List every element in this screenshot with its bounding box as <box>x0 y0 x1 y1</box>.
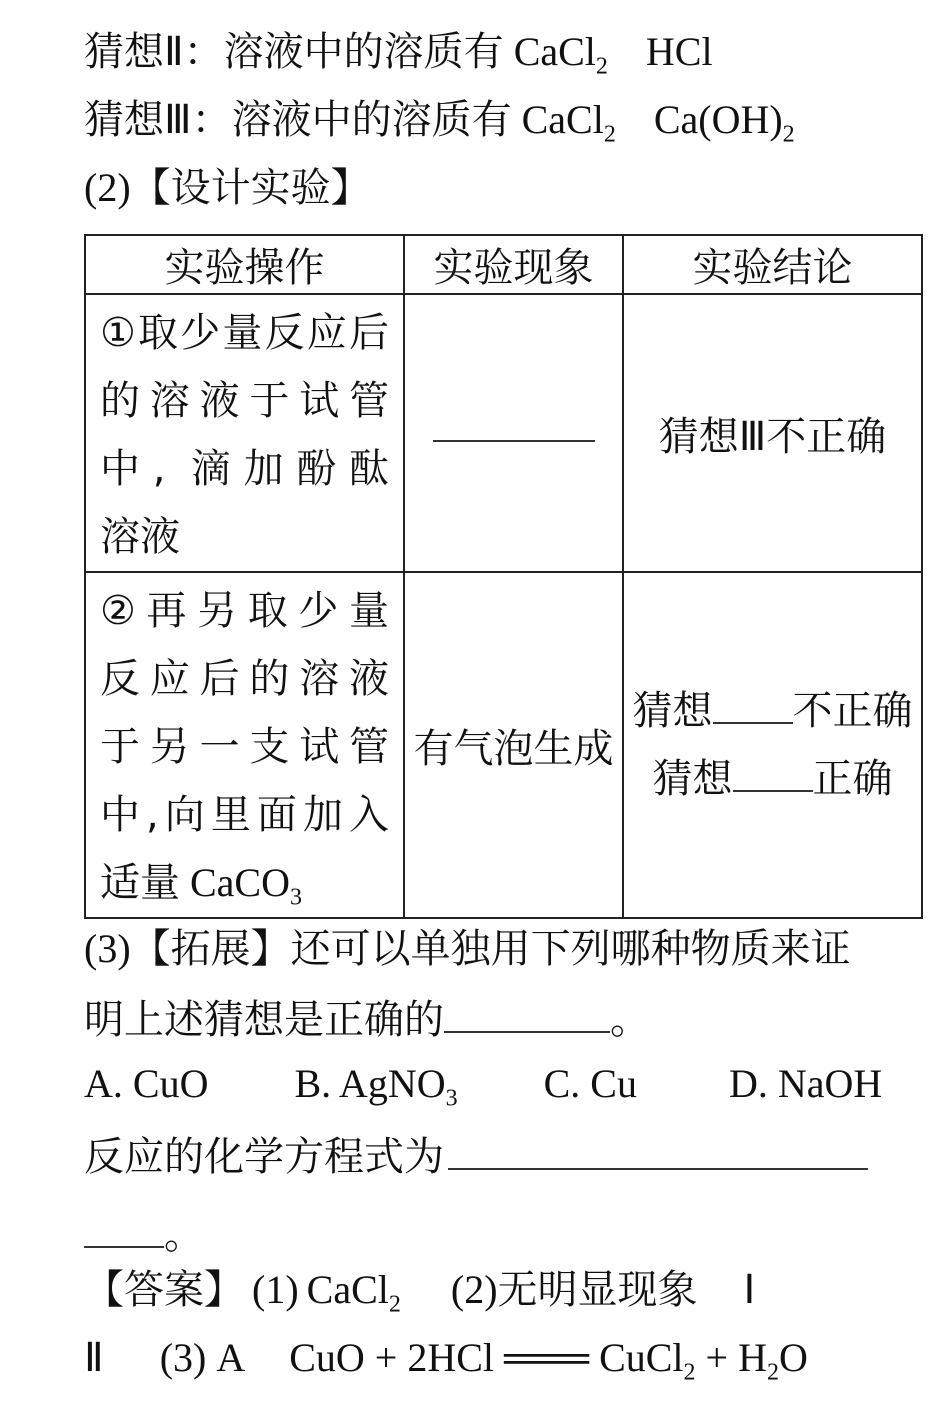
phenomenon-blank-1[interactable] <box>404 294 623 572</box>
answer-formula-cacl2: CaCl$_2$ <box>306 1267 401 1318</box>
table-row <box>85 572 922 918</box>
conclusion-line-a: 猜想 不正确 <box>624 677 921 745</box>
conclusion-line-b: 猜想 正确 <box>624 745 921 813</box>
answer-line-1: 【答案】 (1) CaCl$_2$ (2)无明显现象 Ⅰ <box>84 1267 756 1318</box>
table-row <box>85 294 922 572</box>
formula-caoh2: $Ca(OH)_2$ <box>653 97 795 148</box>
operation-cell-1: ①取少量反应后 的溶液于试管 中, 滴加酚酞 溶液 <box>85 294 404 572</box>
answer-equation: CuO + 2HCl ═══ CuCl$_2$ + $H_2O$ <box>289 1335 808 1386</box>
answer-blank-wrong[interactable] <box>713 684 793 724</box>
equation-prompt-line: 反应的化学方程式为 <box>84 1130 868 1181</box>
answer-label: 【答案】 <box>84 1267 244 1313</box>
conclusion-cell-2 <box>623 572 922 918</box>
formula-cacl2: CaCl$_2$ <box>513 29 608 80</box>
equation-blank[interactable] <box>448 1130 868 1170</box>
option-b[interactable]: B. AgNO$_3$ <box>294 1061 458 1112</box>
section-2-heading: (2)【设计实验】 <box>84 165 371 211</box>
operation-cell-2: ②再另取少量 反应后的溶液 于另一支试管 中,向里面加入 适量 CaCO$_3$ <box>85 572 404 918</box>
formula-hcl: HCl <box>645 29 713 74</box>
equation-blank-end[interactable] <box>84 1208 164 1248</box>
section-3-line-2: 明上述猜想是正确的 。 <box>84 993 650 1044</box>
header-conclusion: 实验结论 <box>623 235 922 294</box>
phenomenon-cell-2: 有气泡生成 <box>404 572 623 918</box>
answer-blank-choice[interactable] <box>444 993 610 1033</box>
option-a[interactable]: A. CuO <box>84 1061 209 1106</box>
hypothesis-2: 猜想Ⅱ：溶液中的溶质有 CaCl$_2$ HCl <box>84 29 713 80</box>
equation-blank-continued: 。 <box>84 1208 204 1259</box>
options-row <box>84 1060 883 1112</box>
section-3-line-1: (3)【拓展】还可以单独用下列哪种物质来证 <box>84 926 851 972</box>
formula-cacl2: CaCl$_2$ <box>521 97 616 148</box>
experiment-table <box>84 234 923 919</box>
header-phenomenon: 实验现象 <box>404 235 623 294</box>
hypothesis-3: 猜想Ⅲ：溶液中的溶质有 CaCl$_2$ $Ca(OH)_2$ <box>84 97 795 148</box>
option-c[interactable]: C. Cu <box>543 1061 637 1106</box>
header-operation: 实验操作 <box>85 235 404 294</box>
table-header-row <box>85 235 922 294</box>
option-d[interactable]: D. NaOH <box>728 1061 883 1106</box>
answer-blank-right[interactable] <box>733 752 813 792</box>
conclusion-cell-1: 猜想Ⅲ不正确 <box>623 294 922 572</box>
answer-line-2: Ⅱ (3) A CuO + 2HCl ═══ CuCl$_2$ + $H_2O$ <box>84 1335 808 1386</box>
